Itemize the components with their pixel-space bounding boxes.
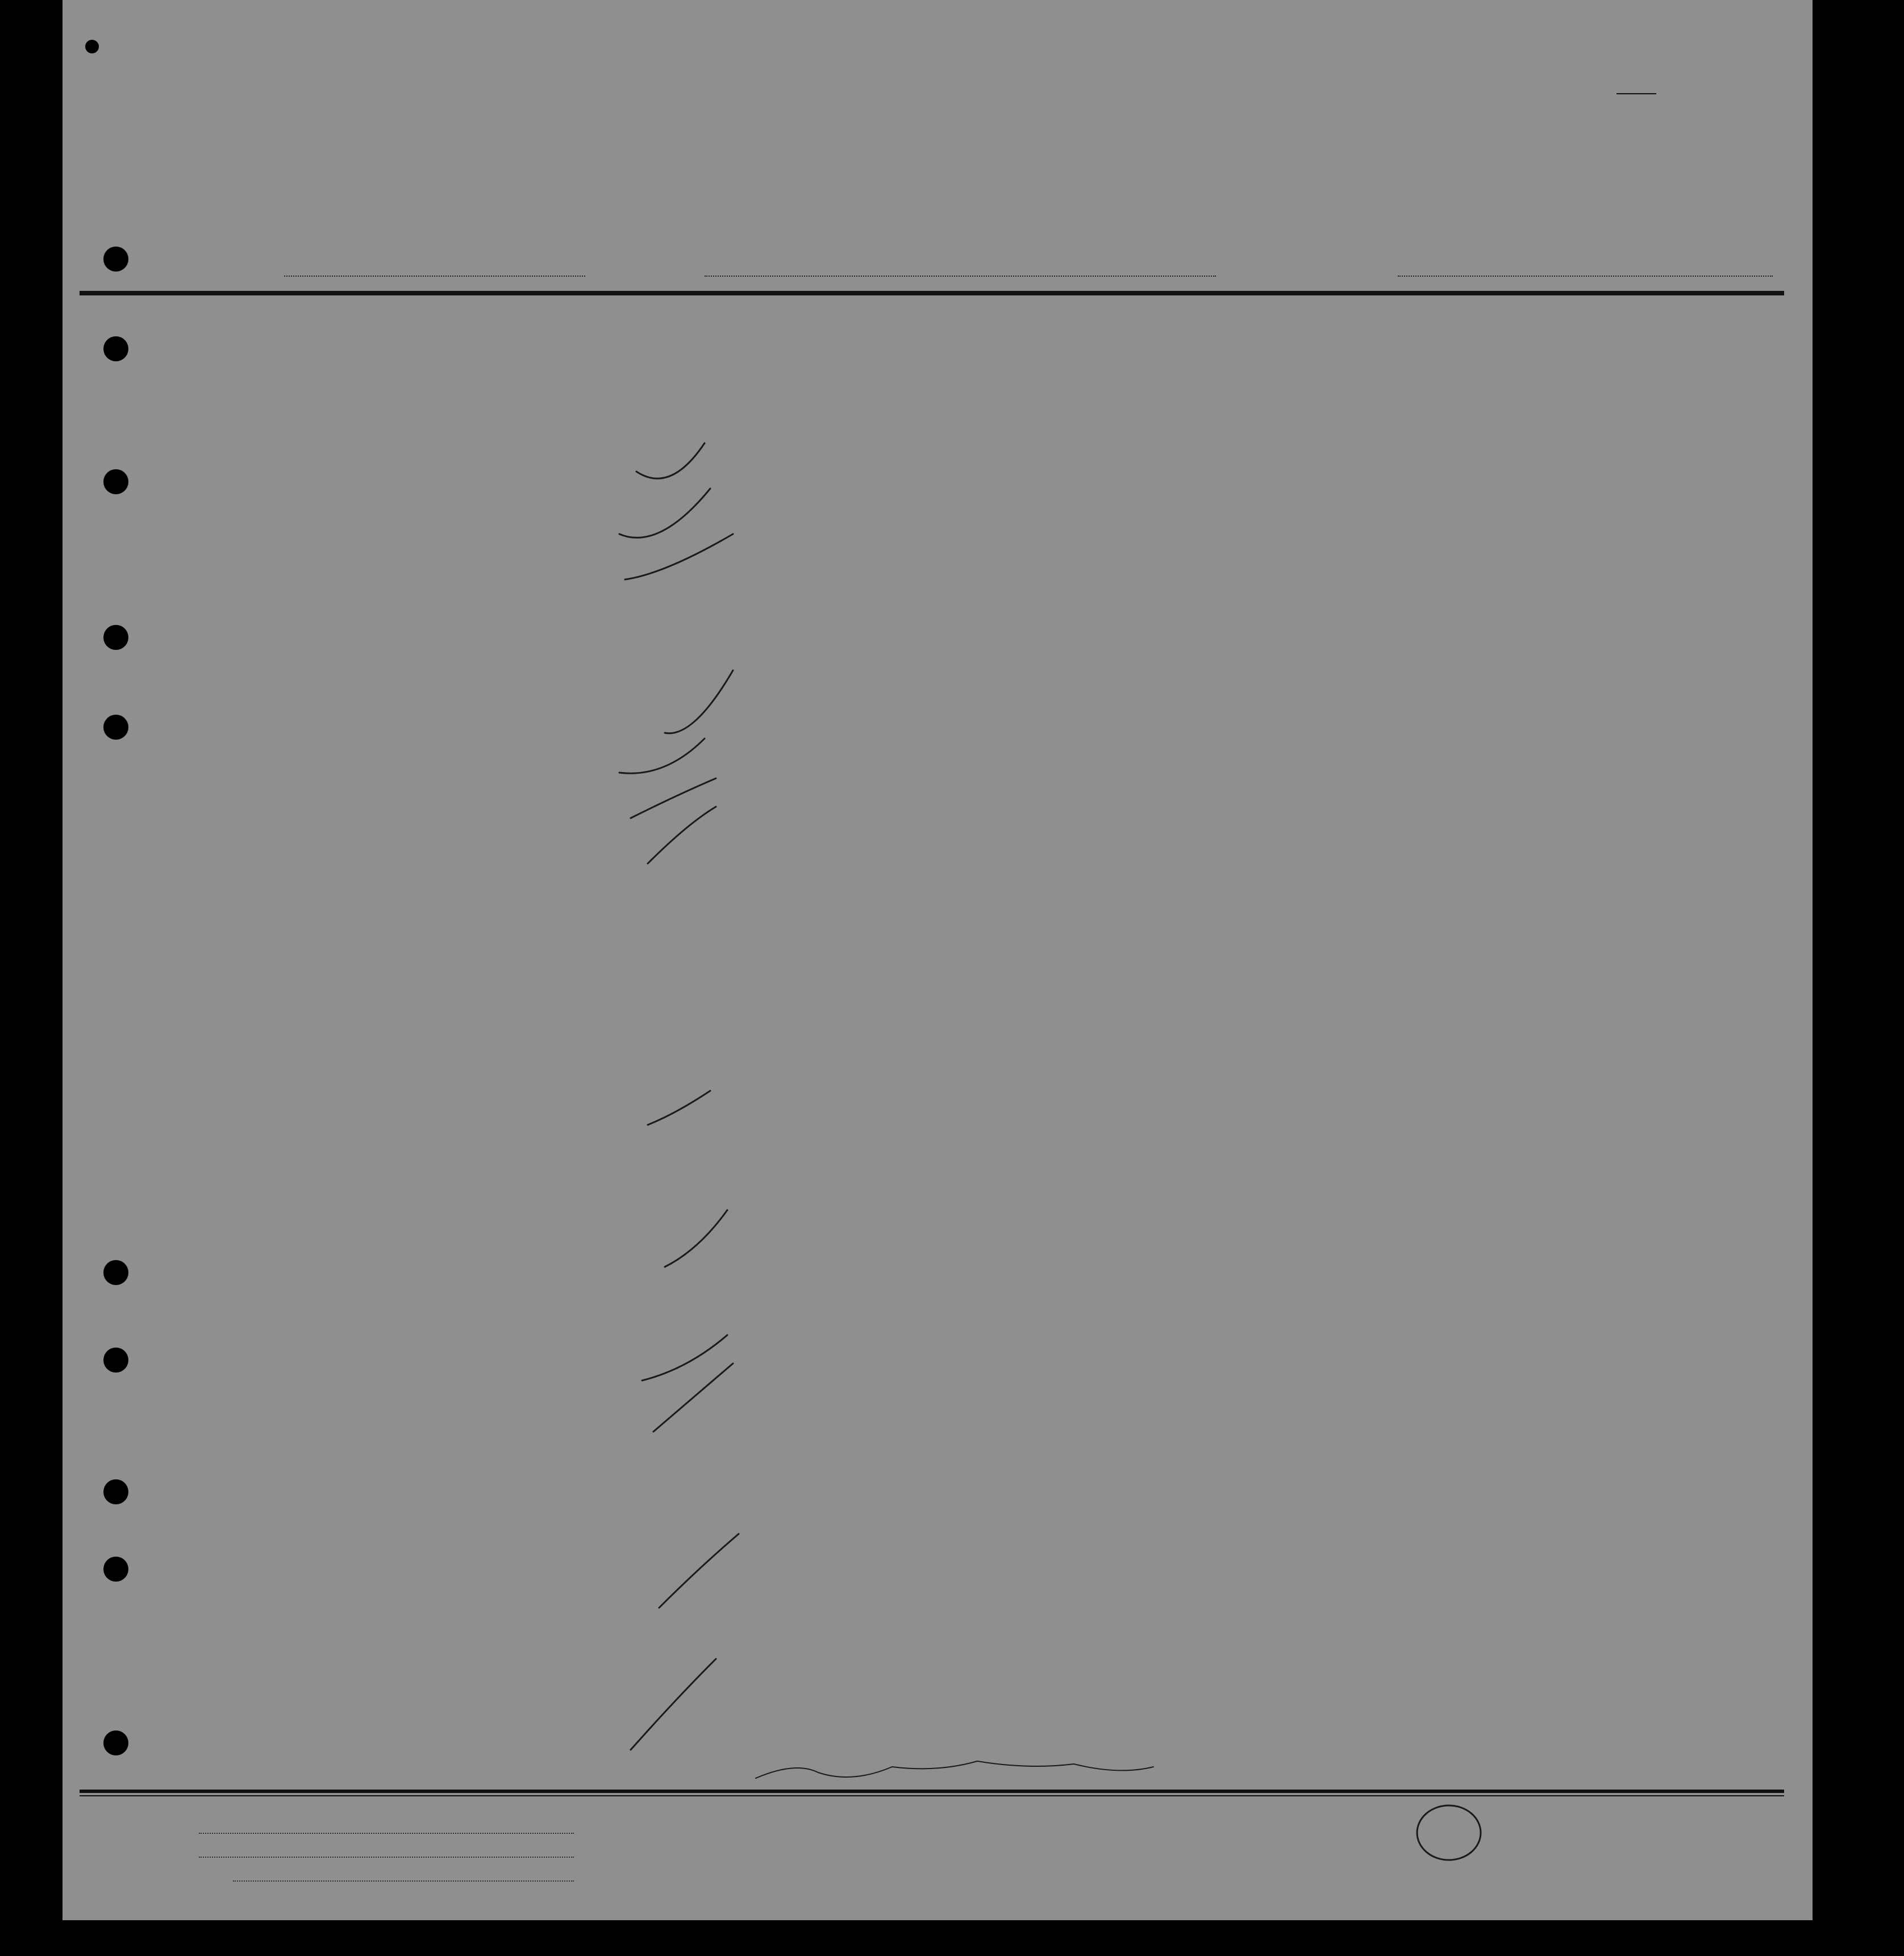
check-mark: [642, 1335, 727, 1381]
owners-rule: [199, 1857, 574, 1858]
check-mark: [648, 1091, 710, 1125]
handwritten-marks: [63, 0, 1813, 1920]
check-mark: [648, 807, 716, 864]
check-mark: [659, 1534, 739, 1608]
check-mark: [631, 778, 716, 818]
agents-rule: [233, 1880, 574, 1882]
check-mark: [631, 1659, 716, 1750]
check-mark: [636, 443, 705, 478]
line-rule: [199, 1833, 574, 1834]
circled-number-ring: [1417, 1805, 1481, 1860]
check-mark: [619, 739, 705, 773]
check-mark: [665, 670, 733, 733]
signature-scribble: [756, 1761, 1153, 1778]
check-mark: [625, 534, 733, 579]
check-mark: [619, 489, 710, 537]
manifest-sheet: [63, 0, 1813, 1920]
check-mark: [665, 1210, 727, 1267]
